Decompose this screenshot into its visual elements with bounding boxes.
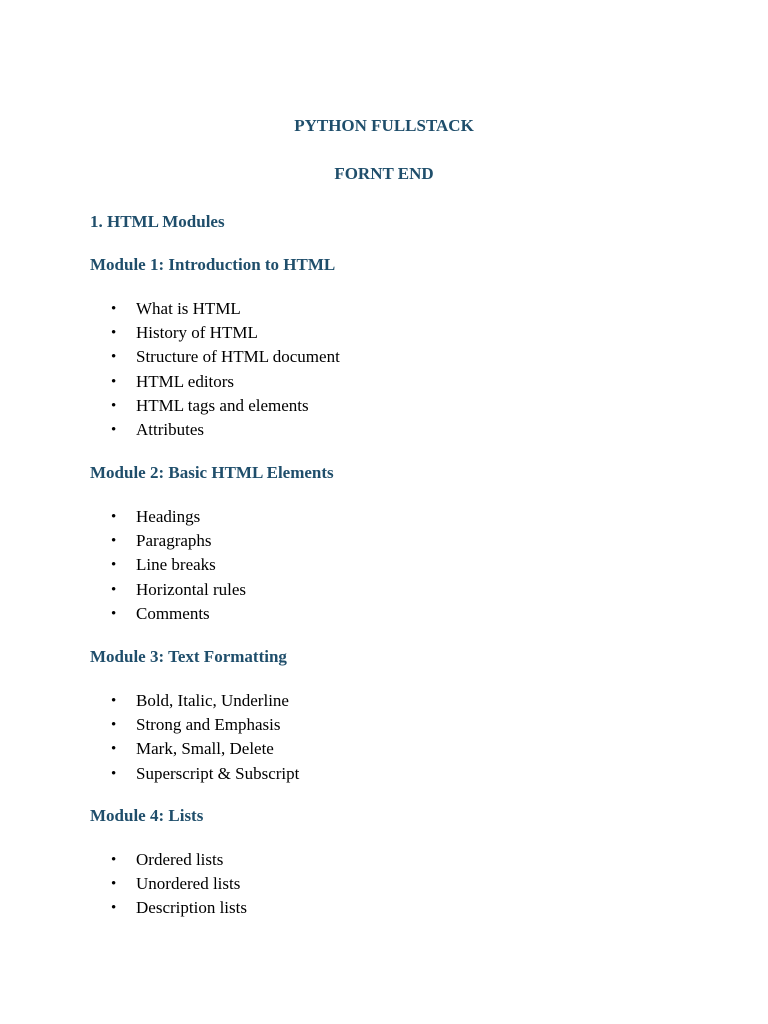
document-page: PYTHON FULLSTACK FORNT END 1. HTML Modules Module 1: Introduction to HTML • What is HTML • History of HTML • Structure of HTML document • HTML editors • HTML tags and elements • Attributes Module 2: Basic HTML Elements • Headings • Paragraphs • Line breaks • Horizontal rules • Comments Module 3: Text Formatting • Bold, Italic, Underline • Strong and Emphasis • Mark, Small, Delete • Superscript & Subscript Module 4: Lists • Ordered lists • Unordered lists • Description lists (0, 0, 768, 1024)
module-1-heading: Module 1: Introduction to HTML (90, 255, 336, 274)
bullet-icon: • (111, 900, 117, 917)
bullet-icon: • (111, 765, 117, 782)
document-title: PYTHON FULLSTACK (294, 116, 474, 135)
section-heading: 1. HTML Modules (90, 212, 225, 231)
bullet-icon: • (111, 693, 117, 709)
bullet-icon: • (111, 373, 117, 390)
bullet-icon: • (111, 581, 117, 598)
bullet-icon: • (111, 557, 117, 574)
bullet-icon: • (111, 533, 117, 550)
bullet-icon: • (111, 421, 117, 438)
module-3-heading: Module 3: Text Formatting (90, 647, 287, 666)
bullet-icon: • (111, 397, 117, 414)
bullet-icon: • (111, 741, 117, 758)
bullet-icon: • (111, 509, 117, 525)
bullet-icon: • (111, 349, 117, 366)
bullet-icon: • (111, 605, 117, 622)
document-subtitle: FORNT END (334, 164, 434, 183)
module-2-heading: Module 2: Basic HTML Elements (90, 463, 334, 482)
bullet-icon: • (111, 325, 117, 342)
bullet-icon: • (111, 301, 117, 317)
bullet-icon: • (111, 717, 117, 734)
module-4-heading: Module 4: Lists (90, 806, 204, 825)
bullet-icon: • (111, 876, 117, 893)
bullet-icon: • (111, 852, 117, 868)
